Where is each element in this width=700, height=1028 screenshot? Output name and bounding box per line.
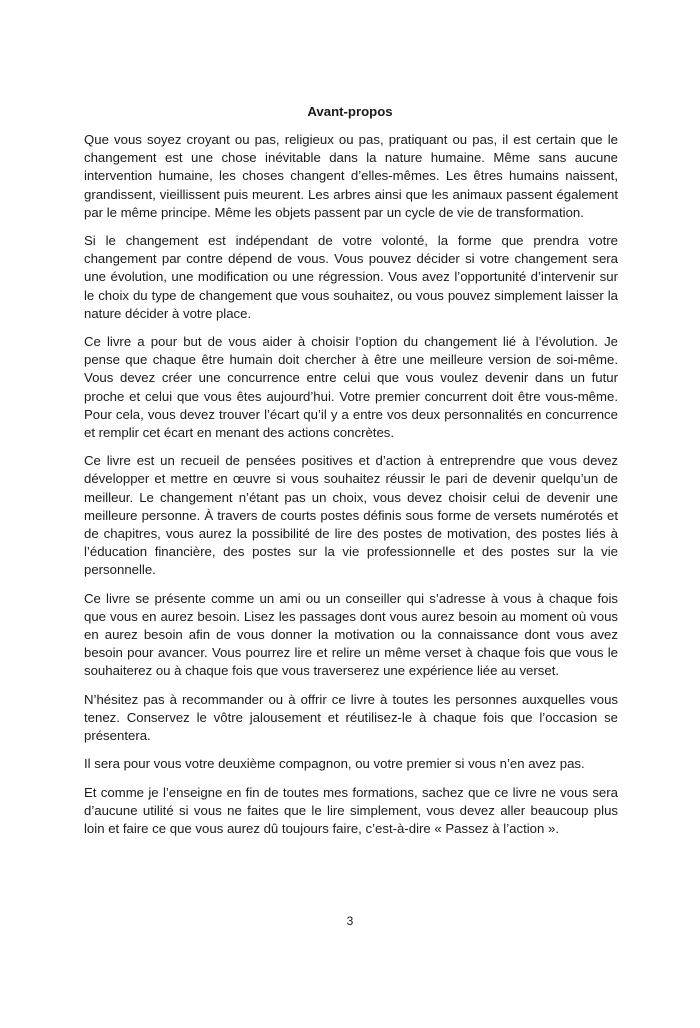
page-title: Avant-propos — [307, 104, 393, 119]
page-number: 3 — [346, 914, 354, 928]
paragraph-2: Si le changement est indépendant de votre volonté, la forme que prendra votre changement par contre dépend de vous. Vous pouvez décider si votre changement sera une évolution, une modification ou une régression. Vous avez l’opportunité d’intervenir sur le choix du type de changement que vous souhaitez, ou vous pouvez simplement laisser la nature décider à votre place. — [84, 233, 618, 321]
paragraph-5: Ce livre se présente comme un ami ou un conseiller qui s’adresse à vous à chaque fois que vous en aurez besoin. Lisez les passages dont vous aurez besoin au moment où vous en aurez besoin afin de vous donner la motivation ou la connaissance dont vous avez besoin pour avancer. Vous pourrez lire et relire un même verset à chaque fois que vous le souhaiterez ou à chaque fois que vous traverserez une expérience liée au verset. — [84, 590, 618, 679]
paragraph-7: Il sera pour vous votre deuxième compagnon, ou votre premier si vous n’en avez pas. — [84, 756, 585, 772]
paragraph-4: Ce livre est un recueil de pensées positives et d’action à entreprendre que vous devez développer et mettre en œuvre si vous souhaitez réussir le pari de devenir quelqu’un de meilleur. Le changement n’étant pas un choix, vous devez choisir celui de devenir une meilleure personne. À travers de courts postes définis sous forme de versets numérotés et de chapitres, vous aurez la possibilité de lire des postes de motivation, des postes liés à l’éducation financière, des postes sur la vie professionnelle et des postes sur la vie personnelle. — [84, 453, 618, 578]
body-text — [84, 131, 618, 848]
paragraph-6: N’hésitez pas à recommander ou à offrir ce livre à toutes les personnes auxquelles vous tenez. Conservez le vôtre jalousement et réutilisez-le à chaque fois que l’occasion se présentera. — [84, 691, 618, 744]
paragraph-8: Et comme je l’enseigne en fin de toutes mes formations, sachez que ce livre ne vous sera d’aucune utilité si vous ne faites que le lire simplement, vous devez aller beaucoup plus loin et faire ce que vous aurez dû toujours faire, c’est-à-dire « Passez à l’action ». — [84, 784, 618, 836]
paragraph-1: Que vous soyez croyant ou pas, religieux ou pas, pratiquant ou pas, il est certain que le changement est une chose inévitable dans la nature humaine. Même sans aucune intervention humaine, les choses changent d’elles-mêmes. Les êtres humains naissent, grandissent, vieillissent puis meurent. Les arbres ainsi que les animaux passent également par le même principe. Même les objets passent par un cycle de vie de transformation. — [84, 132, 618, 220]
paragraph-3: Ce livre a pour but de vous aider à choisir l’option du changement lié à l’évolution. Je pense que chaque être humain doit chercher à être une meilleure version de soi-même. Vous devez créer une concurrence entre celui que vous voulez devenir dans un futur proche et celui que vous êtes aujourd’hui. Votre premier concurrent doit être vous-même. Pour cela, vous devez trouver l’écart qu’il y a entre vos deux personnalités en concurrence et remplir cet écart en menant des actions concrètes. — [84, 334, 618, 441]
